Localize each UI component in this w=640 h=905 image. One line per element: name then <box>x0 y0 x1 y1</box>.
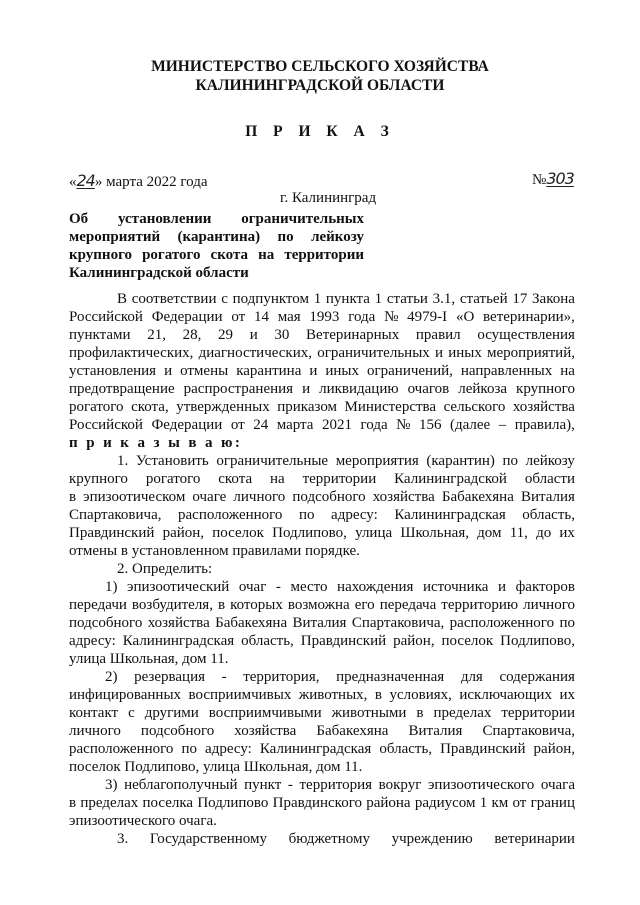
body-word: очаг <box>238 579 267 595</box>
body-word: распространения <box>183 381 294 397</box>
body-line <box>69 632 575 650</box>
body-word: Калининградская <box>122 633 235 649</box>
body-word: года <box>348 309 376 325</box>
body-word: поселок <box>212 525 264 541</box>
body-word: 1. <box>117 453 129 469</box>
body-word: адресу: <box>69 633 116 649</box>
body-line <box>69 596 575 614</box>
body-word: по <box>559 615 575 631</box>
body-word: хозяйства <box>147 615 210 631</box>
body-line-text: поселок Подлипово, улица Школьная, дом 11. <box>69 759 363 775</box>
body-word: расположенного <box>178 507 283 523</box>
body-word: эпизоотического <box>427 777 535 793</box>
body-word: расположенного <box>69 741 174 757</box>
body-word: км <box>491 795 509 811</box>
body-word: 1 <box>479 795 488 811</box>
body-line <box>69 812 575 830</box>
body-line <box>69 452 575 470</box>
body-word: которых <box>230 597 283 613</box>
body-word: и <box>434 345 443 361</box>
body-word: Бабакехяна <box>316 723 389 739</box>
body-line <box>69 398 575 416</box>
body-word: для <box>460 669 483 685</box>
body-line <box>69 344 575 362</box>
body-word: исключающих <box>459 687 552 703</box>
body-line <box>69 776 575 794</box>
body-word: резервация <box>134 669 206 685</box>
subject-word: Об <box>69 211 89 227</box>
body-word: 29 <box>218 327 234 343</box>
body-word: 1) <box>105 579 118 595</box>
body-word: район, <box>162 525 205 541</box>
body-word: крупного <box>69 471 128 487</box>
body-line-text: улица Школьная, дом 11. <box>69 651 229 667</box>
body-word: его <box>354 597 375 613</box>
body-line <box>69 434 575 452</box>
body-line <box>69 704 575 722</box>
body-word: и <box>249 327 258 343</box>
body-line <box>69 362 575 380</box>
body-word: территорию <box>441 597 519 613</box>
body-word: лейкозу <box>525 453 575 469</box>
body-word: карантина <box>236 363 302 379</box>
body-word: в <box>217 597 226 613</box>
body-line <box>69 758 575 776</box>
body-word: хозяйства <box>512 399 575 415</box>
body-word: и <box>302 381 311 397</box>
subject-word: Калининградской области <box>69 265 249 281</box>
body-word: эпизоотический <box>127 579 230 595</box>
body-word: Федерации <box>151 417 223 433</box>
subject-word: рогатого <box>142 247 201 263</box>
body-word: Виталия <box>408 723 463 739</box>
body-word: - <box>275 579 281 595</box>
body-word: в <box>374 687 382 703</box>
body-word: Виталия <box>292 615 347 631</box>
body-word: по <box>181 741 197 757</box>
body-line <box>69 416 575 434</box>
body-word: территории <box>501 705 575 721</box>
body-word: подсобного <box>140 723 215 739</box>
body-word: Подлипово, <box>272 525 347 541</box>
order-subject <box>69 210 364 282</box>
body-line-text: эпизоотического очага. <box>69 813 217 829</box>
body-word: 1 <box>313 291 322 307</box>
body-word: года <box>360 417 388 433</box>
subject-word: мероприятий <box>69 229 161 245</box>
body-word: адресу: <box>205 741 252 757</box>
body-word: условиях, <box>389 687 452 703</box>
body-word: ликвидацию <box>319 381 399 397</box>
body-word: очаге <box>192 489 227 505</box>
body-word: контакт <box>69 705 119 721</box>
body-word: Бабакехяна <box>441 489 514 505</box>
date-day-handwritten: 24 <box>76 171 95 190</box>
body-word: ограничительных <box>317 345 430 361</box>
body-word: личного <box>233 489 286 505</box>
body-word: вокруг <box>378 777 422 793</box>
body-word: подсобного <box>69 615 143 631</box>
body-word: крупного <box>516 381 575 397</box>
body-word: улица <box>355 525 393 541</box>
body-word: расположенного <box>449 615 555 631</box>
body-word: профилактических, <box>69 345 194 361</box>
body-word: марта <box>276 417 314 433</box>
body-word: – <box>498 417 507 433</box>
document-type-title: П Р И К А З <box>245 123 395 140</box>
body-line <box>69 470 575 488</box>
body-word: 30 <box>274 327 290 343</box>
body-word: 2021 <box>321 417 352 433</box>
subject-word: скота <box>210 247 249 263</box>
number-handwritten: 303 <box>546 169 574 188</box>
body-word: 4979-I <box>407 309 448 325</box>
body-word: очагов <box>407 381 450 397</box>
body-line <box>69 830 575 848</box>
body-word: Закона <box>532 291 575 307</box>
body-word: животными <box>331 705 407 721</box>
body-word: Правдинский <box>300 633 387 649</box>
subject-word: лейкозу <box>311 229 364 245</box>
body-word: - <box>221 669 227 685</box>
body-line <box>69 380 575 398</box>
body-word: пункт <box>244 777 282 793</box>
body-word: от <box>230 417 245 433</box>
body-word: пределах <box>433 705 492 721</box>
body-word: - <box>287 777 293 793</box>
body-word: подсобного <box>292 489 366 505</box>
date-open-quote: « <box>69 174 77 190</box>
body-line <box>69 578 575 596</box>
body-word: Федерации <box>151 309 223 325</box>
body-line <box>69 524 575 542</box>
body-word: поселок <box>441 633 494 649</box>
body-word: 1993 <box>309 309 340 325</box>
body-word: скота <box>218 471 253 487</box>
body-word: область, <box>522 507 575 523</box>
body-word: личного <box>69 723 121 739</box>
order-directive-word: п р и к а з ы в а ю: <box>69 435 243 451</box>
body-word: 2) <box>105 669 118 685</box>
body-word: границ <box>530 795 575 811</box>
body-word: содержания <box>499 669 575 685</box>
body-word: ветеринарии», <box>483 309 575 325</box>
number-prefix: № <box>532 172 547 188</box>
subject-line <box>69 264 364 282</box>
body-line <box>69 794 575 812</box>
body-word: радиусом <box>414 795 476 811</box>
body-word: 3. <box>117 831 129 847</box>
body-word: 156 <box>418 417 442 433</box>
body-word: Школьная, <box>400 525 469 541</box>
subject-line <box>69 210 364 228</box>
body-line <box>69 668 575 686</box>
body-word: Спартаковича, <box>351 615 445 631</box>
body-word: в <box>69 795 77 811</box>
body-word: пределах <box>80 795 139 811</box>
body-word: территория <box>299 777 373 793</box>
body-word: Российской <box>69 309 143 325</box>
body-word: бюджетному <box>288 831 370 847</box>
subject-word: ограничительных <box>241 211 364 227</box>
body-word: ограничений, <box>366 363 453 379</box>
ministry-name-line2: КАЛИНИНГРАДСКОЙ ОБЛАСТИ <box>195 77 445 94</box>
body-word: Правдинский <box>440 741 526 757</box>
body-line-text: 2. Определить: <box>117 561 213 577</box>
body-line <box>69 506 575 524</box>
body-word: по <box>298 507 315 523</box>
body-word: дом <box>477 525 502 541</box>
body-word: передача <box>379 597 437 613</box>
body-word: в <box>69 489 77 505</box>
body-line-text: отмены в установленном правилами порядке. <box>69 543 360 559</box>
body-word: «О <box>455 309 475 325</box>
body-word: на <box>270 471 285 487</box>
body-word: личного <box>523 597 575 613</box>
body-line <box>69 614 575 632</box>
body-word: поселка <box>142 795 194 811</box>
body-word: район, <box>533 741 575 757</box>
body-word: рогатого <box>145 471 201 487</box>
body-word: сельского <box>443 399 506 415</box>
body-word: 14 <box>253 309 269 325</box>
body-word: Спартаковича, <box>69 507 162 523</box>
body-word: источника <box>422 579 489 595</box>
body-word: животных, <box>298 687 368 703</box>
body-word: адресу: <box>331 507 378 523</box>
body-word: хозяйства <box>372 489 435 505</box>
body-word: передачи <box>69 597 127 613</box>
body-word: другими <box>144 705 199 721</box>
body-word: по <box>502 453 519 469</box>
body-word: Министерства <box>344 399 437 415</box>
body-word: Российской <box>69 417 143 433</box>
body-line <box>69 542 575 560</box>
body-word: 28, <box>182 327 202 343</box>
body-line <box>69 722 575 740</box>
body-word: № <box>384 309 399 325</box>
body-word: области <box>524 471 575 487</box>
subject-word: на <box>258 247 275 263</box>
body-word: восприимчивыми <box>208 705 322 721</box>
subject-word: территории <box>284 247 364 263</box>
body-word: Установить <box>135 453 209 469</box>
body-word: мероприятия <box>335 453 419 469</box>
body-word: утвержденных <box>176 399 270 415</box>
body-word: район, <box>393 633 435 649</box>
body-word: хозяйства <box>234 723 297 739</box>
body-word: инфицированных <box>69 687 182 703</box>
body-word: Калининградской <box>394 471 507 487</box>
body-line <box>69 290 575 308</box>
body-word: их <box>559 525 575 541</box>
body-word: на <box>560 363 575 379</box>
body-word: Калининградская <box>394 507 506 523</box>
subject-word: крупного <box>69 247 133 263</box>
body-word: и <box>164 363 173 379</box>
body-word: района <box>366 795 411 811</box>
body-word: подпунктом <box>232 291 309 307</box>
body-word: Ветеринарных <box>306 327 400 343</box>
body-word: рогатого <box>69 399 124 415</box>
body-word: и <box>497 579 507 595</box>
body-word: ограничительные <box>216 453 329 469</box>
body-word: (далее <box>449 417 491 433</box>
body-word: с <box>221 291 228 307</box>
body-word: осуществления <box>477 327 575 343</box>
body-word: лейкоза <box>458 381 508 397</box>
body-word: предназначенная <box>336 669 445 685</box>
subject-word: (карантина) <box>177 229 261 245</box>
body-line <box>69 686 575 704</box>
body-line <box>69 326 575 344</box>
body-word: до <box>536 525 552 541</box>
body-line <box>69 488 575 506</box>
body-line <box>69 740 575 758</box>
body-word: иных <box>448 345 482 361</box>
body-word: нахождения <box>337 579 414 595</box>
body-word: статьей <box>459 291 508 307</box>
body-word: очага <box>540 777 575 793</box>
body-word: от <box>231 309 246 325</box>
body-word: область, <box>379 741 433 757</box>
body-word: Подлипово <box>197 795 269 811</box>
body-word: их <box>559 687 575 703</box>
body-word: предотвращение <box>69 381 175 397</box>
body-word: Правдинский <box>69 525 155 541</box>
body-word: неблагополучный <box>124 777 238 793</box>
body-word: территории <box>302 471 377 487</box>
body-word: Государственному <box>149 831 268 847</box>
body-word: учреждению <box>391 831 473 847</box>
body-line <box>69 308 575 326</box>
body-line <box>69 560 575 578</box>
body-word: 24 <box>253 417 269 433</box>
body-word: скота, <box>131 399 169 415</box>
body-word: 3.1, <box>432 291 456 307</box>
subject-line <box>69 228 364 246</box>
body-word: № <box>396 417 411 433</box>
body-word: 1 <box>374 291 383 307</box>
body-word: Спартаковича, <box>482 723 575 739</box>
date-close-quote: » <box>94 174 103 190</box>
date-month-year: марта 2022 года <box>106 174 208 190</box>
body-word: Калининградская <box>259 741 372 757</box>
body-word: мая <box>277 309 301 325</box>
ministry-header <box>0 57 640 95</box>
subject-line <box>69 246 364 264</box>
order-body <box>69 290 575 848</box>
body-word: Подлипово, <box>500 633 575 649</box>
body-word: пункта <box>325 291 370 307</box>
body-word: восприимчивых <box>188 687 292 703</box>
body-word: отмены <box>180 363 229 379</box>
ministry-name-line1: МИНИСТЕРСТВО СЕЛЬСКОГО ХОЗЯЙСТВА <box>151 58 489 75</box>
body-word: ветеринарии <box>494 831 575 847</box>
body-word: диагностических, <box>198 345 312 361</box>
body-word: 17 <box>512 291 528 307</box>
body-word: возбудителя, <box>131 597 213 613</box>
body-word: факторов <box>515 579 575 595</box>
body-word: статьи <box>386 291 428 307</box>
body-word: территория, <box>243 669 320 685</box>
body-word: (карантин) <box>426 453 495 469</box>
body-word: с <box>128 705 135 721</box>
body-word: возможна <box>287 597 350 613</box>
order-number <box>532 169 574 189</box>
body-word: и <box>309 363 318 379</box>
body-word: иных <box>325 363 359 379</box>
body-word: эпизоотическом <box>83 489 186 505</box>
body-word: В <box>117 291 128 307</box>
body-word: мероприятий, <box>487 345 575 361</box>
order-date <box>69 171 208 191</box>
body-word: направленных <box>460 363 553 379</box>
body-word: правил <box>415 327 461 343</box>
body-word: Бабакехяна <box>215 615 288 631</box>
body-word: пунктами <box>69 327 131 343</box>
body-word: правила), <box>514 417 575 433</box>
body-word: установления <box>69 363 157 379</box>
subject-word: по <box>277 229 294 245</box>
body-word: приказом <box>277 399 338 415</box>
body-word: область, <box>241 633 294 649</box>
body-word: соответствии <box>131 291 217 307</box>
body-word: от <box>512 795 527 811</box>
body-line <box>69 650 575 668</box>
subject-word: установлении <box>117 211 212 227</box>
body-word: Правдинского <box>272 795 362 811</box>
body-word: 3) <box>105 777 118 793</box>
body-word: Виталия <box>520 489 575 505</box>
body-word: 11, <box>509 525 528 541</box>
body-word: место <box>290 579 328 595</box>
body-word: 21, <box>147 327 166 343</box>
body-word: в <box>416 705 424 721</box>
order-city: г. Калининград <box>280 190 377 206</box>
